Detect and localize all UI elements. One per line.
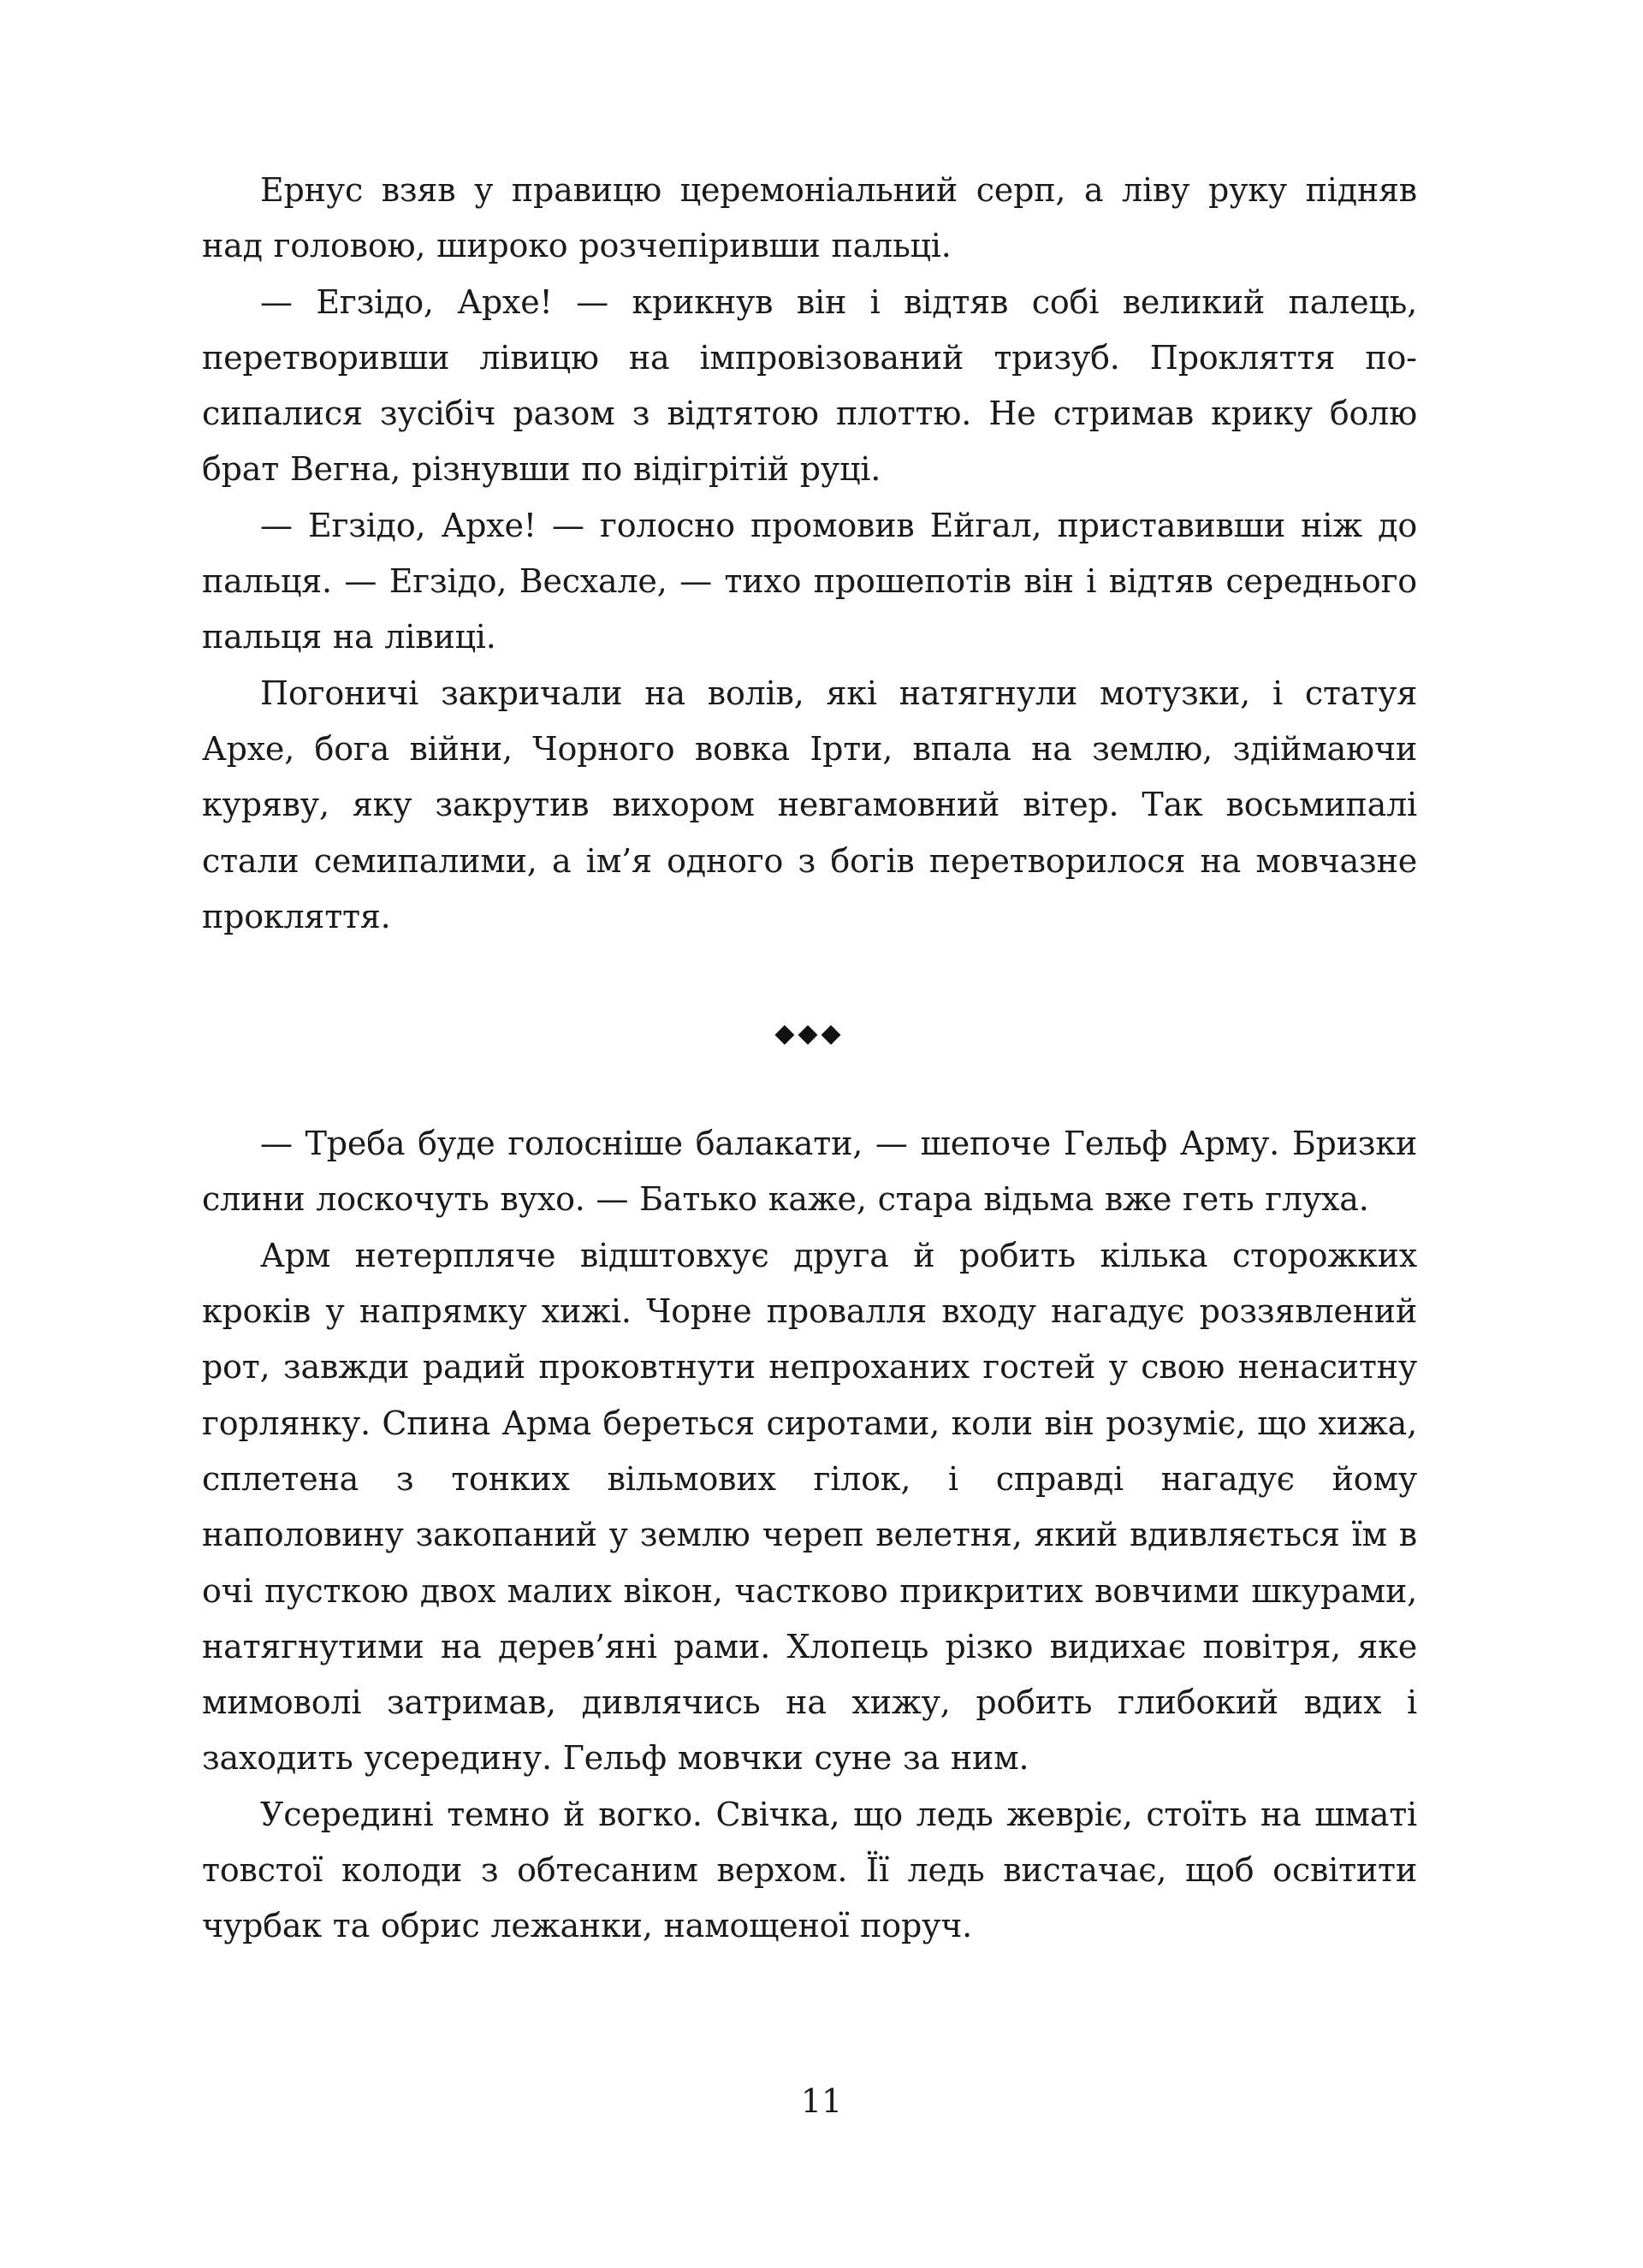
paragraph: Арм нетерпляче відштовхує друга й робить кілька сторожких кроків у напрямку хижі. Чорне провалля входу нагадує роззявлений рот, завжди радий проковтнути непроханих гостей у свою ненаситну горлянку. Спина Арма береться сиротами, коли він розуміє, що хижа, сплетена з тонких вільмових гілок, і справді нагадує йому наполовину закопаний у землю череп велетня, який вдивляється їм в очі пусткою двох малих вікон, частково прикритих вовчими шкурами, натягнутими на дерев’яні рами. Хлопець різко видихає повітря, яке мимоволі затримав, дивлячись на хижу, робить глибокий вдих і заходить усередину. Гельф мовчки суне за ним.	[202, 1236, 1417, 1778]
page-text	[202, 163, 1417, 1955]
page-number: 11	[800, 2082, 843, 2120]
separator-diamonds: ◆◆◆	[774, 1018, 845, 1049]
section-separator	[202, 945, 1417, 1116]
paragraph: Ернус взяв у правицю церемоніальний серп, а ліву руку підняв над головою, широко розчепіривши пальці.	[202, 171, 1417, 265]
paragraph: Усередині темно й вогко. Свічка, що ледь жевріє, стоїть на шматі товстої колоди з обтесаним верхом. Її ледь вистачає, щоб освітити чурбак та обрис лежанки, намощеної поруч.	[202, 1795, 1417, 1945]
paragraph: — Егзідо, Архе! — крикнув він і відтяв собі великий палець, перетворивши лівицю на імпровізований тризуб. Прокляття посипалися зусібіч разом з відтятою плоттю. Не стримав крику болю брат Вегна, різнувши по відігрітій руці.	[202, 282, 1417, 489]
paragraph: Погоничі закричали на волів, які натягнули мотузки, і статуя Архе, бога війни, Чорного вовка Ірти, впала на землю, здіймаючи куряву, яку закрутив вихором невгамовний вітер. Так восьмипалі стали семипалими, а ім’я одного з богів перетворилося на мовчазне прокляття.	[202, 674, 1417, 935]
paragraph: — Егзідо, Архе! — голосно промовив Ейгал, приставивши ніж до пальця. — Егзідо, Весхале, — тихо прошепотів він і відтяв середнього пальця на лівиці.	[202, 506, 1417, 656]
paragraph: — Треба буде голосніше балакати, — шепоче Гельф Арму. Бризки слини лоскочуть вухо. — Батько каже, стара відьма вже геть глуха.	[202, 1125, 1417, 1219]
